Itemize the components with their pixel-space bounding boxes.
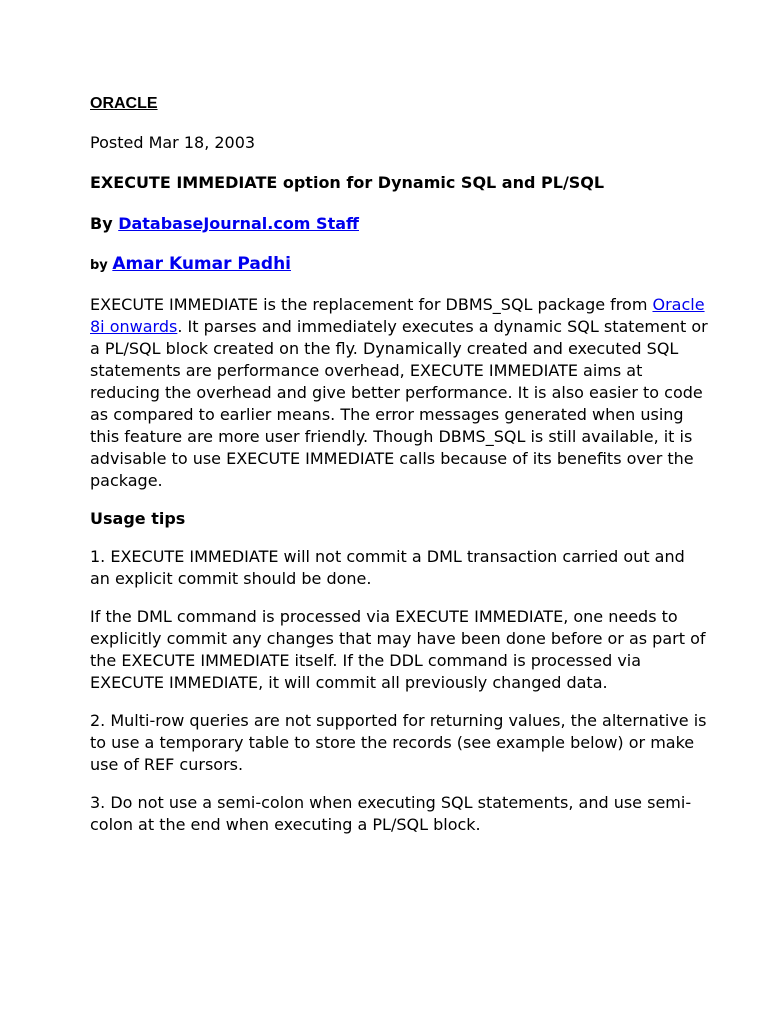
tip-1: 1. EXECUTE IMMEDIATE will not commit a DML transaction carried out and an explicit commit should be done. <box>90 547 685 588</box>
tip-3: 3. Do not use a semi-colon when executing SQL statements, and use semi-colon at the end when executing a PL/SQL block. <box>90 793 692 834</box>
posted-date: Posted Mar 18, 2003 <box>90 133 256 152</box>
usage-tips-heading: Usage tips <box>90 509 186 528</box>
byline-author <box>90 252 708 278</box>
article-title: EXECUTE IMMEDIATE option for Dynamic SQL and PL/SQL <box>90 173 605 192</box>
oracle-8i-link[interactable]: Oracle 8i onwards <box>90 295 705 336</box>
intro-paragraph <box>90 294 708 492</box>
byline-staff <box>90 212 708 236</box>
byline-author-prefix: by <box>90 258 113 273</box>
databasejournal-staff-link[interactable]: DatabaseJournal.com Staff <box>118 214 359 233</box>
byline-staff-prefix: By <box>90 214 119 233</box>
tip-1-detail: If the DML command is processed via EXECUTE IMMEDIATE, one needs to explicitly commit any changes that may have been done before or as part of the EXECUTE IMMEDIATE itself. If the DDL command is processed via EXECUTE IMMEDIATE, it will commit all previously changed data. <box>90 607 706 692</box>
intro-text-start: EXECUTE IMMEDIATE is the replacement for DBMS_SQL package from <box>90 295 653 314</box>
author-link[interactable]: Amar Kumar Padhi <box>112 254 291 274</box>
intro-text-end: . It parses and immediately executes a dynamic SQL statement or a PL/SQL block created on the fly. Dynamically created and executed SQL statements are performance overhead, EXECUTE IMMEDIATE aims at reducing the overhead and give better performance. It is also easier to code as compared to earlier means. The error messages generated when using this feature are more user friendly. Though DBMS_SQL is still available, it is advisable to use EXECUTE IMMEDIATE calls because of its benefits over the package. <box>90 317 708 490</box>
section-label-oracle: ORACLE <box>90 95 158 112</box>
tip-2: 2. Multi-row queries are not supported for returning values, the alternative is to use a temporary table to store the records (see example below) or make use of REF cursors. <box>90 711 707 774</box>
